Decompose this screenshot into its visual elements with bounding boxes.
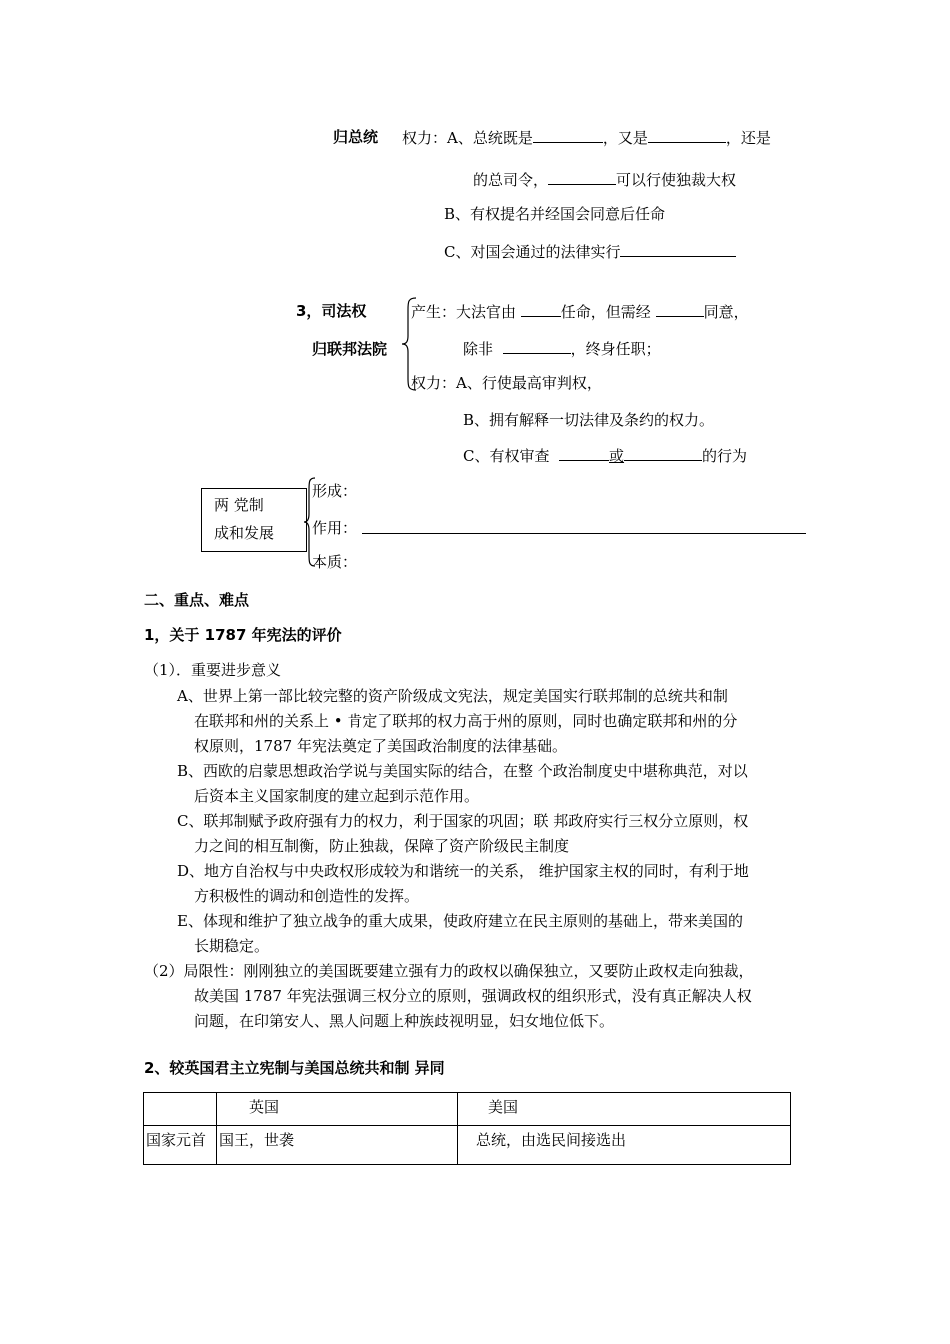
point-d-line1: D、地方自治权与中央政权形成较为和谐统一的关系， 维护国家主权的同时，有利于地 [177, 862, 749, 880]
table-row [144, 1126, 791, 1165]
exec-c-prefix: C、对国会通过的法律实行 [444, 243, 621, 261]
limitation-line2: 故美国 1787 年宪法强调三权分立的原则，强调政权的组织形式，没有真正解决人权 [194, 987, 752, 1005]
table-cell: 总统，由选民间接选出 [458, 1126, 791, 1165]
exec-line-a2 [473, 169, 736, 190]
fill-blank[interactable] [548, 169, 616, 185]
comparison-table [143, 1092, 791, 1165]
exec-a2-end: 可以行使独裁大权 [616, 171, 737, 189]
point-e-line2: 长期稳定。 [194, 937, 270, 955]
point-d-line2: 方积极性的调动和创造性的发挥。 [194, 887, 420, 905]
exec-a-end: ，还是 [725, 129, 771, 147]
fill-blank[interactable] [503, 338, 571, 354]
point-b-line2: 后资本主义国家制度的建立起到示范作用。 [194, 787, 480, 805]
judicial-power-c-or: 或 [609, 447, 625, 465]
judicial-subtitle: 归联邦法院 [312, 340, 388, 358]
limitation-line1: （2）局限性：刚刚独立的美国既要建立强有力的政权以确保独立，又要防止政权走向独裁， [144, 962, 754, 980]
fill-blank[interactable] [656, 301, 704, 317]
judicial-produce-mid: 任命，但需经 [560, 303, 651, 321]
judicial-power-c-prefix: C、有权审查 [463, 447, 550, 465]
limitation-line3: 问题，在印第安人、黑人问题上种族歧视明显，妇女地位低下。 [194, 1012, 615, 1030]
q2-title: 2、较英国君主立宪制与美国总统共和制 异同 [144, 1059, 445, 1077]
party-box-line2: 成和发展 [214, 524, 275, 542]
fill-blank[interactable] [559, 445, 609, 461]
exec-label: 归总统 [333, 128, 379, 146]
fill-blank[interactable] [620, 241, 736, 257]
party-box-line1: 两 党制 [214, 496, 264, 514]
party-formation: 形成： [312, 482, 358, 500]
judicial-power-b: B、拥有解释一切法律及条约的权力。 [463, 411, 715, 429]
table-header-row [144, 1093, 791, 1126]
fill-blank[interactable] [624, 445, 702, 461]
party-role: 作用： [312, 519, 358, 537]
q1-title: 1，关于 1787 年宪法的评价 [144, 626, 342, 644]
judicial-power-c-end: 的行为 [702, 447, 748, 465]
point-a-line2: 在联邦和州的关系上 • 肯定了联邦的权力高于州的原则，同时也确定联邦和州的分 [194, 712, 738, 730]
exec-power-line-a [402, 127, 771, 148]
exec-line-b: B、有权提名并经国会同意后任命 [444, 205, 666, 223]
exec-line-c [444, 241, 736, 262]
point-e-line1: E、体现和维护了独立战争的重大成果，使政府建立在民主原则的基础上，带来美国的 [177, 912, 743, 930]
fill-blank[interactable] [648, 127, 726, 143]
point-b-line1: B、西欧的启蒙思想政治学说与美国实际的结合，在整 个政治制度史中堪称典范，对以 [177, 762, 748, 780]
table-header-cell: 英国 [217, 1093, 458, 1126]
party-role-blank[interactable] [362, 533, 806, 534]
p1-heading: （1）．重要进步意义 [144, 661, 282, 679]
point-c-line2: 力之间的相互制衡，防止独裁，保障了资产阶级民主制度 [194, 837, 570, 855]
table-cell: 国王，世袭 [217, 1126, 458, 1165]
section2-heading: 二、重点、难点 [144, 591, 250, 609]
exec-power-label: 权力： [402, 129, 448, 147]
judicial-produce-line [411, 301, 749, 322]
party-essence: 本质： [312, 553, 358, 571]
judicial-unless-prefix: 除非 [463, 340, 494, 358]
judicial-produce-prefix: 产生：大法官由 [411, 303, 517, 321]
point-c-line1: C、联邦制赋予政府强有力的权力，利于国家的巩固；联 邦政府实行三权分立原则，权 [177, 812, 749, 830]
judicial-produce-end: 同意， [703, 303, 749, 321]
exec-a2-prefix: 的总司令， [473, 171, 549, 189]
judicial-power-a: 权力：A、行使最高审判权， [411, 374, 602, 392]
table-header-cell [144, 1093, 217, 1126]
table-header-cell: 美国 [458, 1093, 791, 1126]
judicial-title: 3，司法权 [296, 302, 367, 320]
party-box [201, 488, 307, 552]
point-a-line3: 权原则，1787 年宪法奠定了美国政治制度的法律基础。 [194, 737, 567, 755]
fill-blank[interactable] [533, 127, 603, 143]
judicial-unless-line [463, 338, 661, 359]
point-a-line1: A、世界上第一部比较完整的资产阶级成文宪法，规定美国实行联邦制的总统共和制 [177, 687, 728, 705]
judicial-power-c-line [463, 445, 747, 466]
judicial-unless-end: ，终身任职； [570, 340, 661, 358]
exec-a-mid: ，又是 [602, 129, 648, 147]
table-cell: 国家元首 [144, 1126, 217, 1165]
exec-a-prefix: A、总统既是 [447, 129, 533, 147]
fill-blank[interactable] [521, 301, 561, 317]
